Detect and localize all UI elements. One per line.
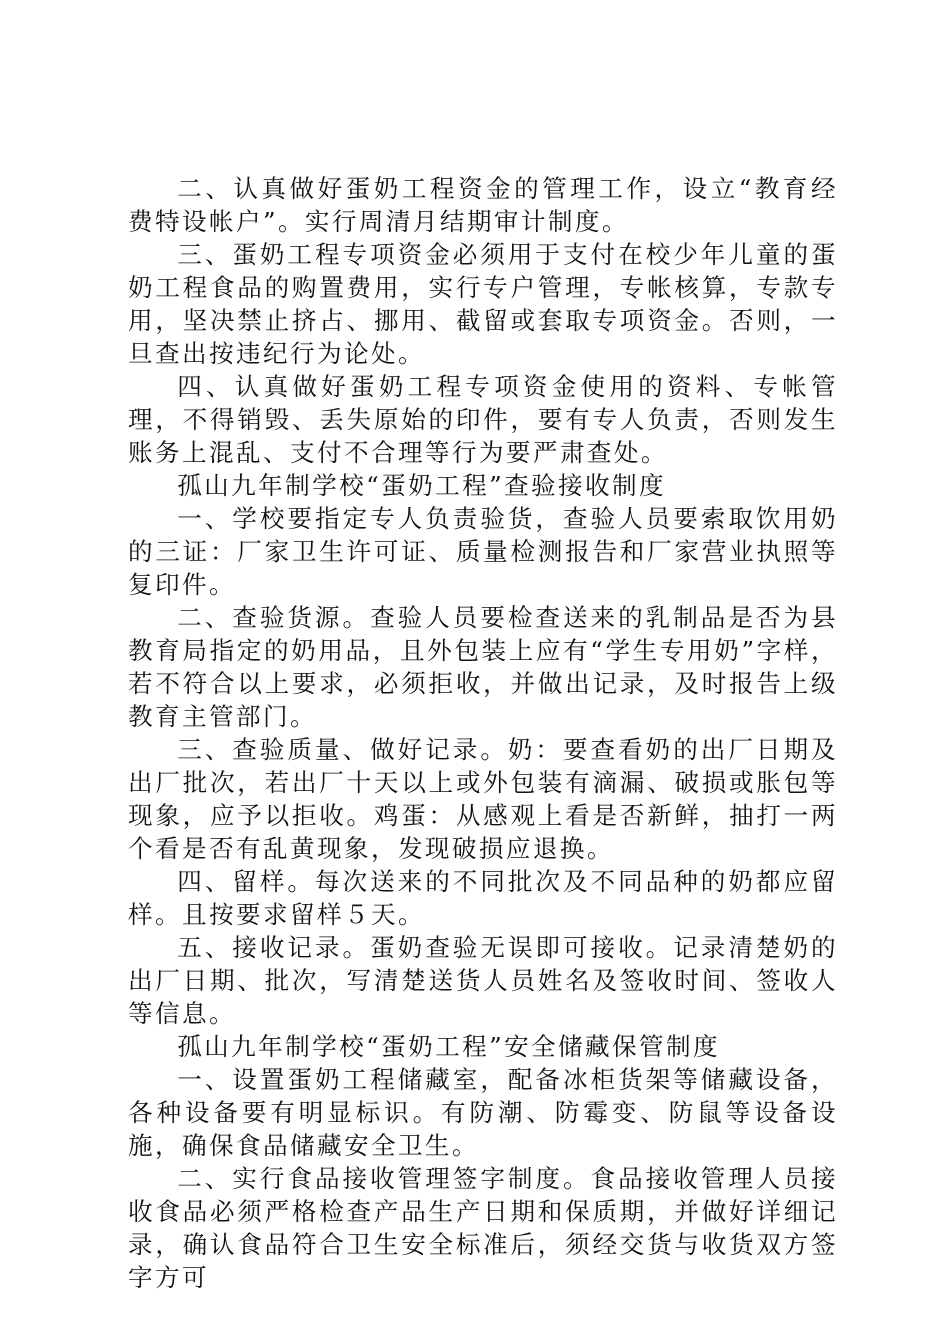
paragraph-source-check: 二、查验货源。查验人员要检查送来的乳制品是否为县教育局指定的奶用品，且外包装上应有“学生专用奶”字样，若不符合以上要求，必须拒收，并做出记录，及时报告上级教育主管部门。 bbox=[128, 603, 838, 731]
paragraph-storage-room: 一、设置蛋奶工程储藏室，配备冰柜货架等储藏设备，各种设备要有明显标识。有防潮、防霉变、防鼠等设备设施，确保食品储藏安全卫生。 bbox=[128, 1065, 838, 1160]
heading-inspection-rules: 孤山九年制学校“蛋奶工程”查验接收制度 bbox=[177, 471, 667, 500]
paragraph-inspector-certificates: 一、学校要指定专人负责验货，查验人员要索取饮用奶的三证：厂家卫生许可证、质量检测报告和厂家营业执照等复印件。 bbox=[128, 504, 838, 599]
document-body bbox=[128, 172, 838, 1294]
paragraph-sign-off-system: 二、实行食品接收管理签字制度。食品接收管理人员接收食品必须严格检查产品生产日期和保质期，并做好详细记录，确认食品符合卫生安全标准后，须经交货与收货双方签字方可 bbox=[128, 1164, 838, 1292]
heading-storage-rules: 孤山九年制学校“蛋奶工程”安全储藏保管制度 bbox=[177, 1032, 721, 1061]
paragraph-account-records: 四、认真做好蛋奶工程专项资金使用的资料、专帐管理，不得销毁、丢失原始的印件，要有专人负责，否则发生账务上混乱、支付不合理等行为要严肃查处。 bbox=[128, 372, 838, 467]
paragraph-sample-retention: 四、留样。每次送来的不同批次及不同品种的奶都应留样。且按要求留样５天。 bbox=[128, 867, 838, 929]
paragraph-fund-management: 二、认真做好蛋奶工程资金的管理工作，设立“教育经费特设帐户”。实行周清月结期审计制度。 bbox=[128, 174, 838, 236]
paragraph-receipt-record: 五、接收记录。蛋奶查验无误即可接收。记录清楚奶的出厂日期、批次，写清楚送货人员姓名及签收时间、签收人等信息。 bbox=[128, 933, 838, 1028]
paragraph-special-fund-use: 三、蛋奶工程专项资金必须用于支付在校少年儿童的蛋奶工程食品的购置费用，实行专户管理，专帐核算，专款专用，坚决禁止挤占、挪用、截留或套取专项资金。否则，一旦查出按违纪行为论处。 bbox=[128, 240, 838, 368]
paragraph-quality-check: 三、查验质量、做好记录。奶：要查看奶的出厂日期及出厂批次，若出厂十天以上或外包装有滴漏、破损或胀包等现象，应予以拒收。鸡蛋：从感观上看是否新鲜，抽打一两个看是否有乱黄现象，发现破损应退换。 bbox=[128, 735, 838, 863]
